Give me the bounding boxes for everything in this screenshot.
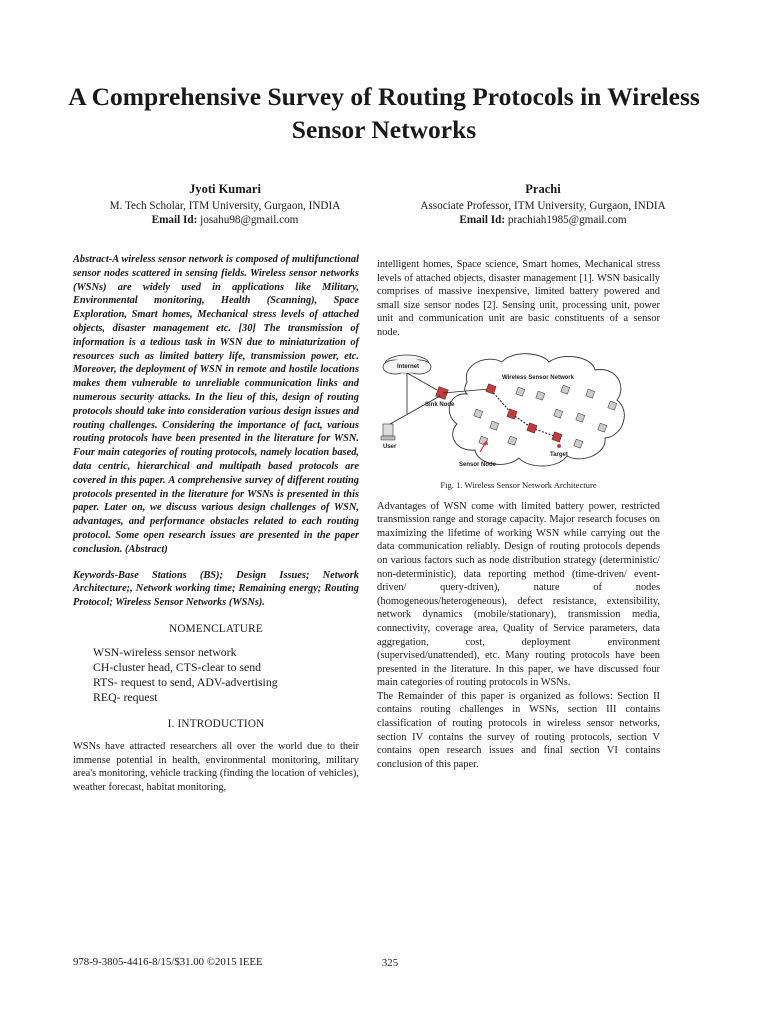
target-icon: [557, 444, 561, 448]
abstract: Abstract-A wireless sensor network is composed of multifunctional sensor nodes scattered in sensing fields. Wireless sensor networks (WSNs) are widely used in applications like Military, Environmental monitoring, Health (Scanning), Space Exploration, Smart homes, Mechanical stress levels of attached objects, disaster management etc. [30] The transmission of information is a tedious task in WSN due to miniaturization of resources such as limited battery life, transmission power, etc. Moreover, the deployment of WSN in remote and hostile locations makes them vulnerable to unreliable communication links and numerous security attacks. In the lieu of this, design of routing protocols should take into consideration various design issues and routing challenges. Considering the importance of fact, various routing protocols have been presented in the literature for WSN. Four main categories of routing protocols, namely location based, data centric, hierarchical and multipath based protocols are covered in this paper. A comprehensive survey of different routing protocols presented in the literature for WSNs is presented in this paper. Later on, we discuss various design challenges of WSN, advantages, and performance obstacles related to each routing protocol. Some open research issues are presented in the paper conclusion. (Abstract): [73, 254, 359, 555]
author-name: Prachi: [525, 182, 561, 196]
author-name: Jyoti Kumari: [189, 182, 261, 196]
author-affiliation: M. Tech Scholar, ITM University, Gurgaon, INDIA: [109, 199, 341, 212]
author-block-1: [60, 182, 390, 228]
paper-title: A Comprehensive Survey of Routing Protocols in Wireless Sensor Networks: [68, 82, 700, 144]
author-block-2: [378, 182, 708, 228]
author-email: prachiah1985@gmail.com: [507, 214, 627, 226]
wsn-diagram: [377, 352, 660, 472]
nomenclature-item: CH-cluster head, CTS-clear to send: [93, 659, 262, 674]
email-label: Email Id:: [459, 214, 506, 226]
user-computer-icon: [381, 424, 395, 440]
nomenclature-item: WSN-wireless sensor network: [93, 644, 237, 659]
introduction-paragraph: The Remainder of this paper is organized as follows: Section II contains routing challenges in WSNs, section III contains classification of routing protocols in wireless sensor networks, section IV contains the survey of routing protocols, section V contains open research issues and final section VI contains conclusion of this paper.: [377, 690, 660, 770]
author-affiliation: Associate Professor, ITM University, Gurgaon, INDIA: [420, 199, 666, 212]
author-email: josahu98@gmail.com: [200, 214, 299, 226]
target-label: Target: [550, 451, 568, 458]
author-email-line: [60, 213, 390, 228]
right-column: [377, 258, 660, 771]
introduction-paragraph: Advantages of WSN come with limited battery power, restricted transmission range and storage capacity. Major research focuses on maximizing the lifetime of working WSN while carrying out the data communication reliably. Design of routing protocols depends on various factors such as node distribution strategy (deterministic/ non-deterministic), data reporting method (time-driven/ event-driven/ query-driven), nature of nodes (homogeneous/heterogeneous), defect resistance, extensibility, network dynamics (mobile/stationary), transmission media, connectivity, coverage area, Quality of Service parameters, data aggregation, cost, deployment environment (supervised/unattended), etc. Many routing protocols have been presented in the literature. In this paper, we have discussed four main categories of routing protocols in WSNs.: [377, 500, 660, 689]
sensor-node-label: Sensor Node: [459, 461, 497, 468]
internet-label: Internet: [397, 363, 420, 370]
left-column: [73, 253, 359, 794]
nomenclature-heading: NOMENCLATURE: [169, 622, 263, 635]
introduction-heading: I. INTRODUCTION: [167, 717, 265, 730]
keywords: Keywords-Base Stations (BS); Design Issues; Network Architecture;, Network working time; Remaining energy; Routing Protocol; Wireless Sensor Networks (WSNs).: [73, 569, 359, 609]
email-label: Email Id:: [151, 214, 198, 226]
author-email-line: [378, 213, 708, 228]
nomenclature-item: RTS- request to send, ADV-advertising: [93, 674, 278, 689]
isbn-footer: 978-9-3805-4416-8/15/$31.00 ©2015 IEEE: [73, 956, 263, 968]
introduction-paragraph: intelligent homes, Space science, Smart homes, Mechanical stress levels of attached objects, disaster management [1]. WSN basically comprises of massive inexpensive, limited battery powered and small size sensor nodes [2]. Sensing unit, processing unit, power unit and communication unit are basic constituents of a sensor node.: [377, 259, 660, 338]
wsn-cloud-label: Wireless Sensor Network: [502, 374, 574, 381]
wsn-architecture-figure: [377, 352, 660, 472]
figure-caption: Fig. 1. Wireless Sensor Network Architecture: [440, 479, 597, 490]
sink-node-label: Sink Node: [425, 401, 455, 408]
user-label: User: [383, 443, 397, 450]
nomenclature-list: [73, 645, 359, 705]
nomenclature-item: REQ- request: [93, 689, 158, 704]
introduction-paragraph: WSNs have attracted researchers all over the world due to their immense potential in health, environmental monitoring, military area's monitoring, vehicle tracking (finding the location of vehicles), weather forecast, habitat monitoring,: [73, 740, 359, 793]
page-number: 325: [381, 957, 399, 969]
wsn-cloud-icon: [449, 353, 624, 465]
